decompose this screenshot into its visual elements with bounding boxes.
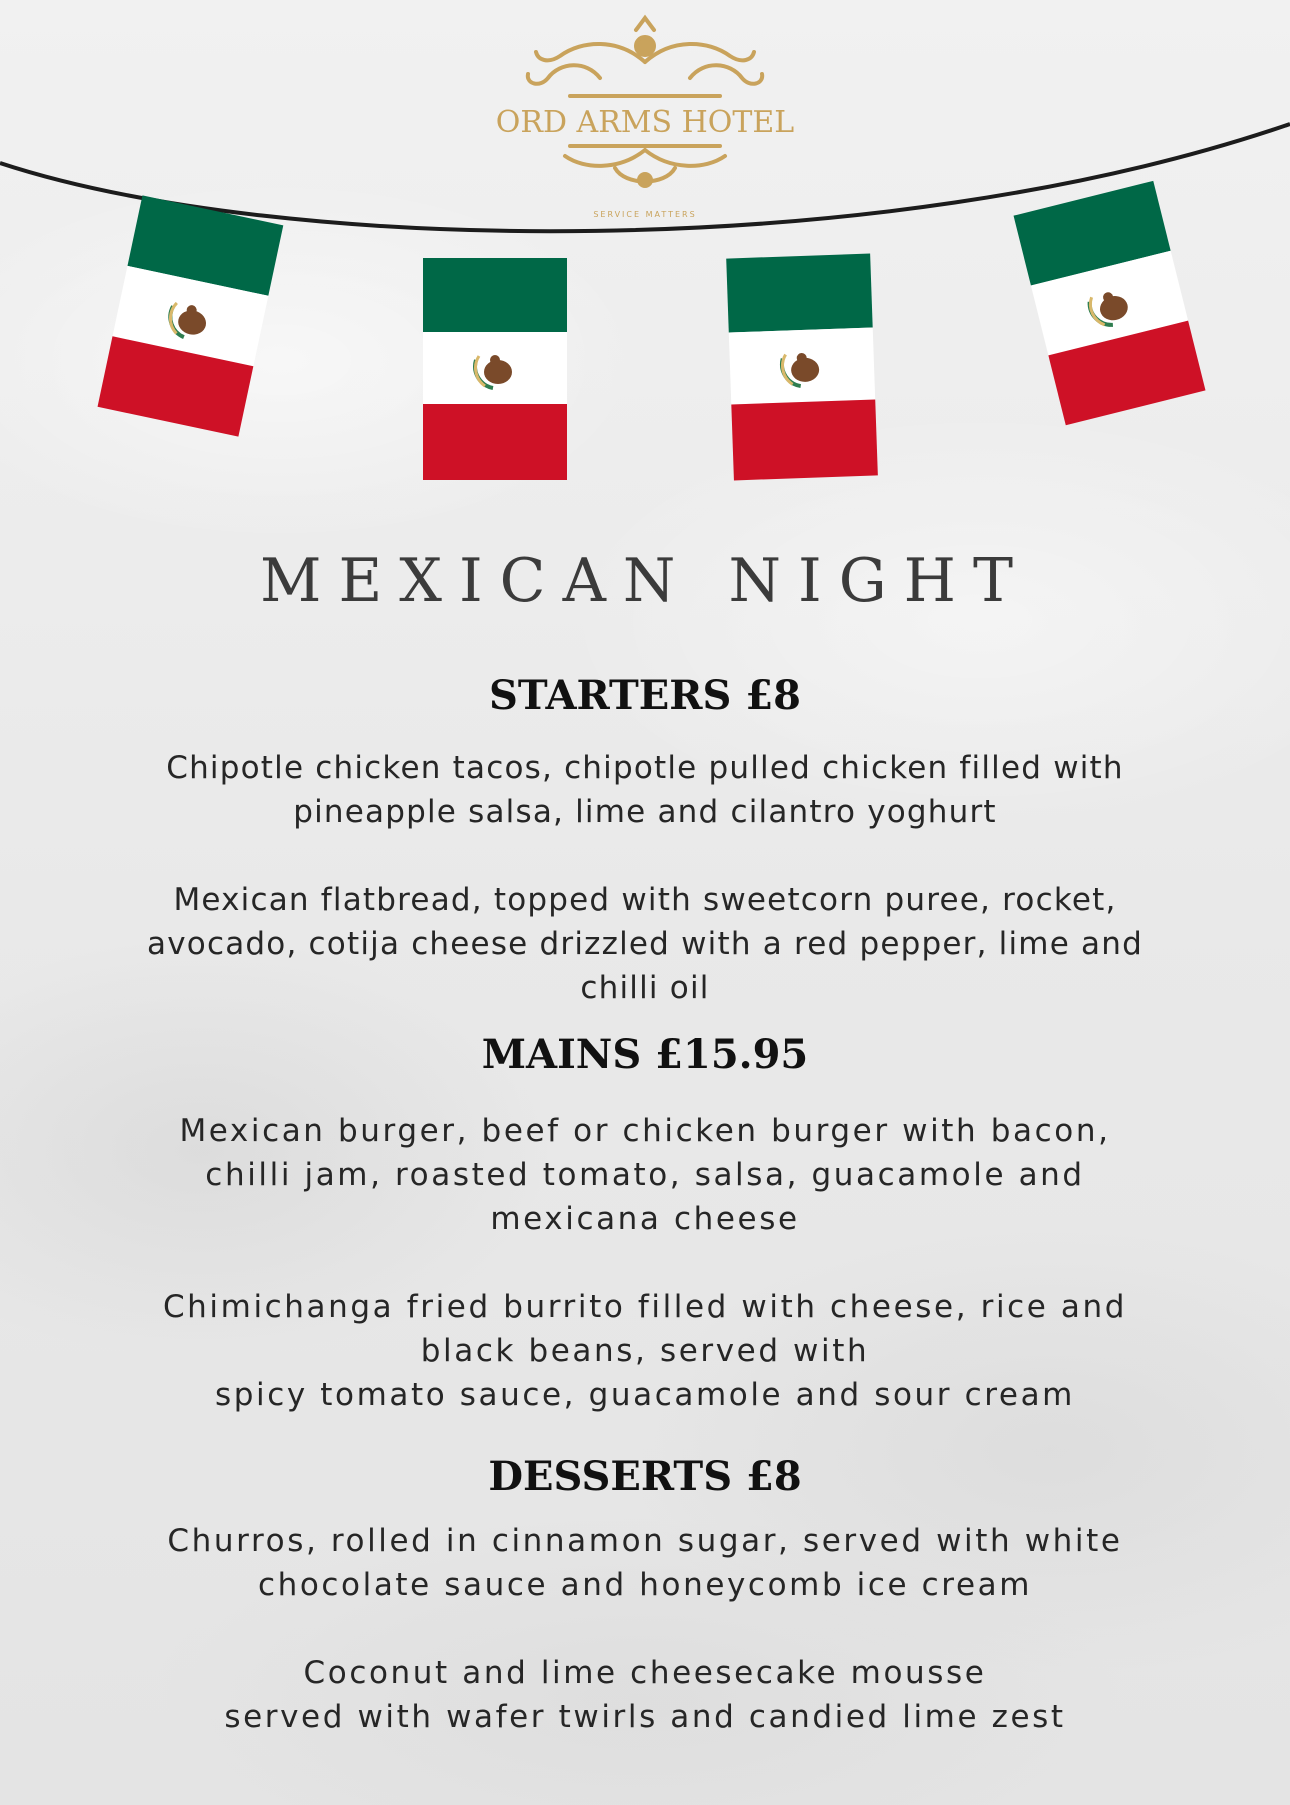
hotel-logo [496, 18, 794, 219]
starter-item: Chipotle chicken tacos, chipotle pulled chicken filled with pineapple salsa, lime and cilantro yoghurt [166, 750, 1124, 830]
mexican-flag [726, 254, 878, 481]
mexican-flag [1014, 181, 1206, 425]
main-item: Chimichanga fried burrito filled with cheese, rice and black beans, served with spicy tomato sauce, guacamole and sour cream [162, 1289, 1128, 1413]
logo-ornament-top [528, 18, 762, 96]
logo-name: ORD ARMS HOTEL [495, 105, 795, 140]
mexican-flag [423, 258, 567, 480]
mains-heading: MAINS £15.95 [481, 1031, 809, 1078]
desserts-heading: DESSERTS £8 [488, 1453, 802, 1500]
mexican-flag [98, 195, 284, 436]
starters-heading: STARTERS £8 [488, 672, 801, 719]
logo-tagline: SERVICE MATTERS [593, 210, 697, 219]
dessert-item: Coconut and lime cheesecake mousse served with wafer twirls and candied lime zest [224, 1655, 1066, 1735]
dessert-item: Churros, rolled in cinnamon sugar, served with white chocolate sauce and honeycomb ice cream [167, 1523, 1123, 1603]
main-item: Mexican burger, beef or chicken burger with bacon, chilli jam, roasted tomato, salsa, guacamole and mexicana cheese [179, 1113, 1111, 1237]
starter-item: Mexican flatbread, topped with sweetcorn puree, rocket, avocado, cotija cheese drizzled with a red pepper, lime and chilli oil [147, 882, 1143, 1006]
logo-ornament-bottom [565, 146, 725, 186]
header-decoration [0, 0, 1290, 500]
menu-title: MEXICAN NIGHT [260, 546, 1030, 616]
